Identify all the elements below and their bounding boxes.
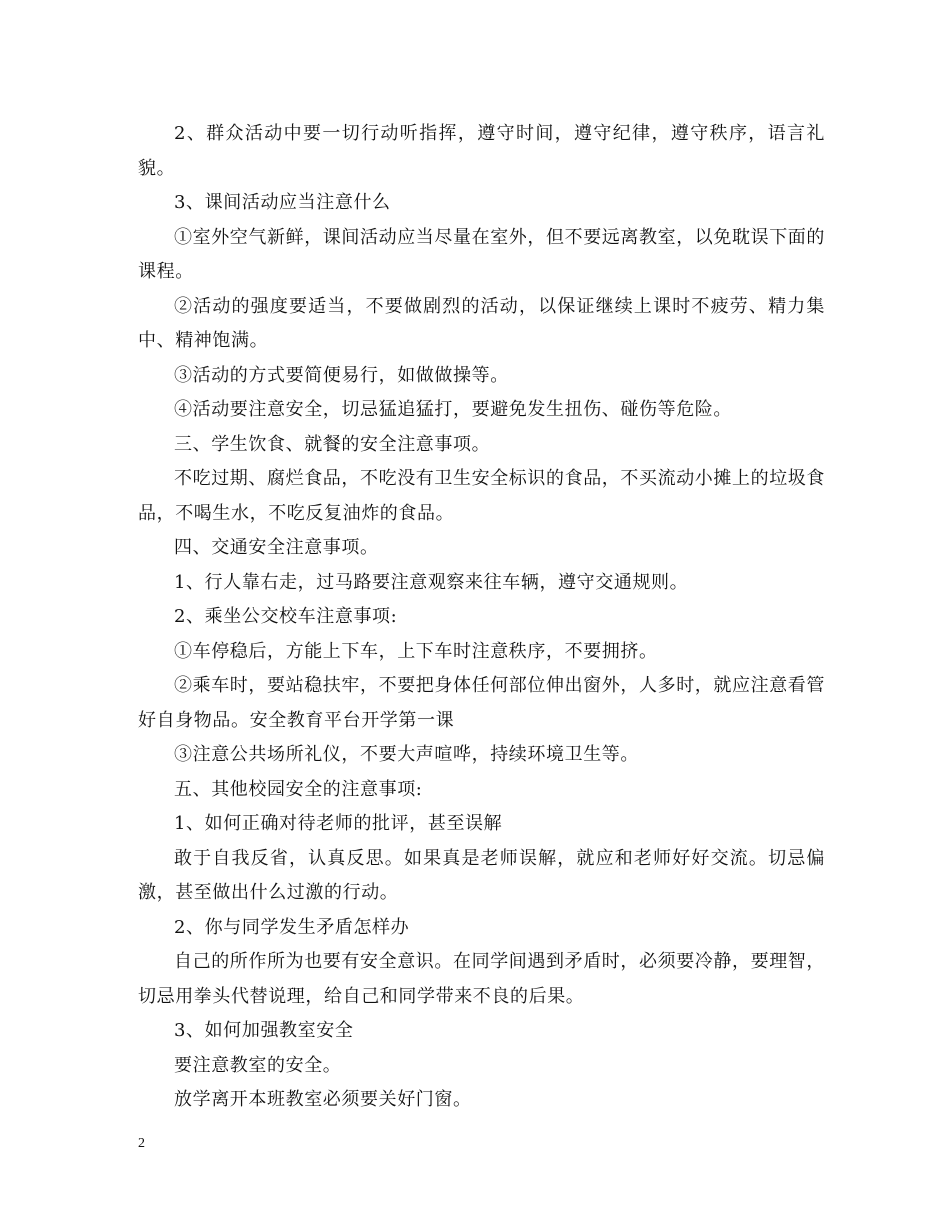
paragraph-6: ④活动要注意安全，切忌猛追猛打，要避免发生扭伤、碰伤等危险。 [174,399,732,420]
paragraph-19: 自己的所作所为也要有安全意识。在同学间遇到矛盾时，必须要冷静，要理智，切忌用拳头代替说理，给自己和同学带来不良的后果。 [138,951,825,1007]
paragraph-4: ②活动的强度要适当，不要做剧烈的活动，以保证继续上课时不疲劳、精力集中、精神饱满。 [138,295,825,351]
body-text [138,117,825,1118]
paragraph-1: 2、群众活动中要一切行动听指挥，遵守时间，遵守纪律，遵守秩序，语言礼貌。 [138,123,825,179]
section-heading-5: 五、其他校园安全的注意事项: [174,778,423,800]
paragraph-13: ②乘车时，要站稳扶牢，不要把身体任何部位伸出窗外，人多时，就应注意看管好自身物品。安全教育平台开学第一课 [138,675,825,731]
paragraph-21: 要注意教室的安全。 [174,1054,342,1076]
paragraph-14: ③注意公共场所礼仪，不要大声喧哗，持续环境卫生等。 [174,744,639,765]
paragraph-11: 2、乘坐公交校车注意事项: [174,606,398,627]
paragraph-18: 2、你与同学发生矛盾怎样办 [174,916,410,938]
section-heading-4: 四、交通安全注意事项。 [174,537,379,558]
paragraph-5: ③活动的方式要简便易行，如做做操等。 [174,364,509,386]
paragraph-3: ①室外空气新鲜，课间活动应当尽量在室外，但不要远离教室，以免耽误下面的课程。 [138,226,825,282]
paragraph-20: 3、如何加强教室安全 [174,1020,354,1041]
paragraph-17: 敢于自我反省，认真反思。如果真是老师误解，就应和老师好好交流。切忌偏激，甚至做出什么过激的行动。 [138,847,825,903]
paragraph-22: 放学离开本班教室必须要关好门窗。 [174,1089,472,1110]
section-heading-3: 三、学生饮食、就餐的安全注意事项。 [174,433,491,455]
paragraph-12: ①车停稳后，方能上下车，上下车时注意秩序，不要拥挤。 [174,640,658,662]
paragraph-2: 3、课间活动应当注意什么 [174,192,391,213]
paragraph-16: 1、如何正确对待老师的批评，甚至误解 [174,813,503,834]
paragraph-10: 1、行人靠右走，过马路要注意观察来往车辆，遵守交通规则。 [174,571,689,593]
paragraph-8: 不吃过期、腐烂食品，不吃没有卫生安全标识的食品，不买流动小摊上的垃圾食品，不喝生水，不吃反复油炸的食品。 [138,468,825,524]
page-number: 2 [138,1136,145,1151]
